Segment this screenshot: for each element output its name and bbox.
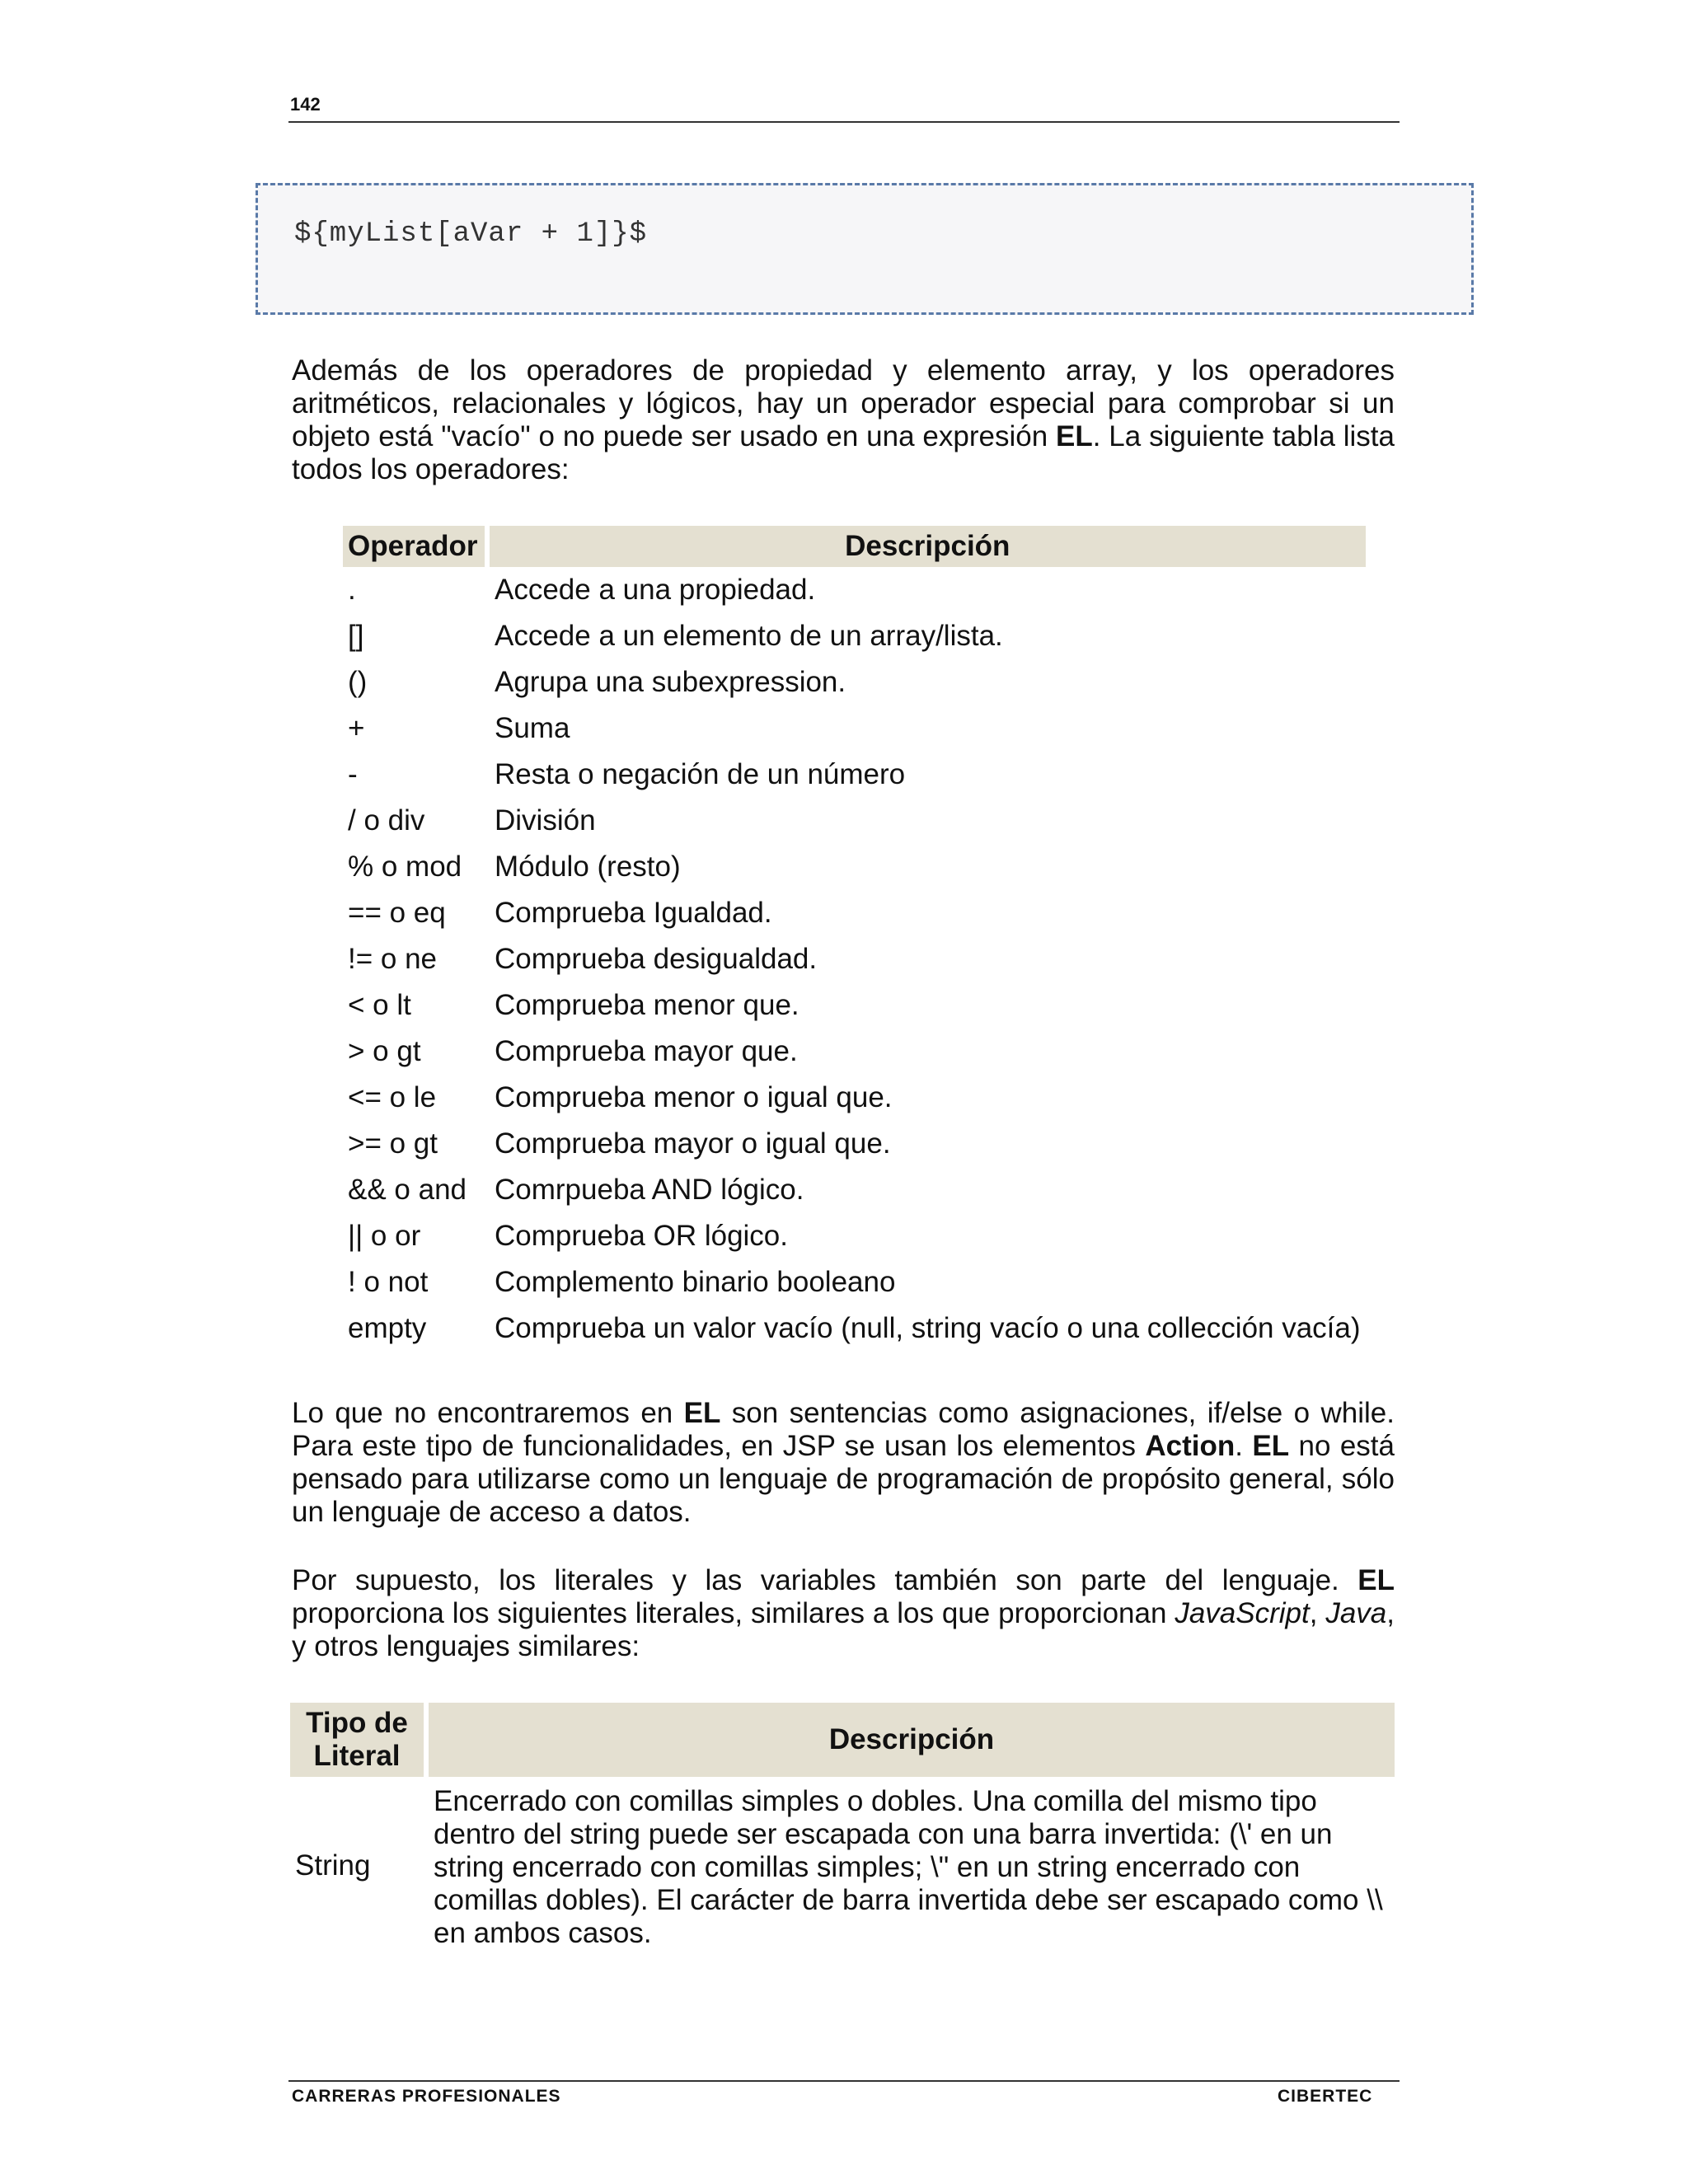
footer-rule xyxy=(288,2080,1400,2082)
table-row xyxy=(343,705,1366,752)
intro-paragraph xyxy=(292,354,1395,486)
operator-cell: () xyxy=(348,666,368,698)
table-row xyxy=(343,1167,1366,1213)
description-cell: Encerrado con comillas simples o dobles. Una comilla del mismo tipo dentro del string puede ser escapada con una barra invertida: (\' en un string encerrado con comillas simples; \" en un string encerrado con comillas dobles). El carácter de barra invertida debe ser escapado como \\ en ambos casos. xyxy=(434,1785,1383,1949)
description-cell: Complemento binario booleano xyxy=(495,1266,896,1298)
description-column-header: Descripción xyxy=(429,1703,1395,1777)
bold-term: EL xyxy=(683,1397,721,1429)
page-number: 142 xyxy=(290,94,321,115)
table-row xyxy=(343,1305,1366,1352)
operator-cell: <= o le xyxy=(348,1081,437,1113)
operator-cell: / o div xyxy=(348,804,425,837)
text-span: Además de los operadores de propiedad y elemento array, y los operadores aritméticos, relacionales y lógicos, hay un operador especial para comprobar si un objeto está "vacío" o no puede ser usado en una expresión xyxy=(292,354,1395,452)
code-line: ${myList[aVar + 1]}$ xyxy=(294,218,648,250)
operator-cell: - xyxy=(348,758,358,790)
operator-cell: [] xyxy=(348,620,364,652)
table-row xyxy=(343,1029,1366,1075)
table-row xyxy=(290,1777,1395,1955)
description-cell: Comprueba un valor vacío (null, string vacío o una collección vacía) xyxy=(495,1312,1361,1344)
description-cell: Accede a un elemento de un array/lista. xyxy=(495,620,1003,652)
bold-term: EL xyxy=(1357,1564,1395,1596)
description-cell: Módulo (resto) xyxy=(495,851,681,883)
table-header-row xyxy=(343,526,1366,567)
description-column-header: Descripción xyxy=(490,526,1366,567)
header-line: Literal xyxy=(313,1740,401,1772)
description-cell: Accede a una propiedad. xyxy=(495,574,816,606)
operator-cell: > o gt xyxy=(348,1035,421,1067)
bold-term: EL xyxy=(1252,1430,1290,1462)
table-row xyxy=(343,613,1366,659)
operator-cell: ! o not xyxy=(348,1266,429,1298)
operator-cell: == o eq xyxy=(348,897,446,929)
text-span: no está pensado para utilizarse como un lenguaje de programación de propósito general, sólo un lenguaje de acceso a datos. xyxy=(292,1430,1395,1528)
description-cell: División xyxy=(495,804,596,837)
table-row xyxy=(343,752,1366,798)
text-span: . xyxy=(1235,1430,1253,1462)
operator-cell: % o mod xyxy=(348,851,462,883)
italic-term: Java xyxy=(1325,1597,1387,1629)
footer-left-label: CARRERAS PROFESIONALES xyxy=(292,2087,561,2106)
el-limitations-paragraph xyxy=(292,1397,1395,1529)
literals-intro-paragraph xyxy=(292,1564,1395,1663)
operator-cell: >= o gt xyxy=(348,1127,438,1160)
table-row xyxy=(343,1259,1366,1305)
italic-term: JavaScript xyxy=(1175,1597,1310,1629)
operator-cell: && o and xyxy=(348,1174,467,1206)
footer-right-label: CIBERTEC xyxy=(1278,2087,1373,2106)
operator-column-header: Operador xyxy=(343,526,485,567)
description-cell: Comprueba menor o igual que. xyxy=(495,1081,893,1113)
text-span: , y otros lenguajes similares: xyxy=(292,1597,1395,1662)
table-row xyxy=(343,936,1366,982)
table-row xyxy=(343,890,1366,936)
text-span: Lo que no encontraremos en xyxy=(292,1397,684,1429)
description-cell: Agrupa una subexpression. xyxy=(495,666,846,698)
text-span: son sentencias como asignaciones, if/else o while. Para este tipo de funcionalidades, en JSP se usan los elementos xyxy=(292,1397,1395,1462)
description-cell: Comprueba mayor que. xyxy=(495,1035,798,1067)
description-cell: Comprueba mayor o igual que. xyxy=(495,1127,891,1160)
bold-term: Action xyxy=(1145,1430,1236,1462)
literal-type-column-header xyxy=(290,1703,424,1777)
description-cell: Comprueba Igualdad. xyxy=(495,897,772,929)
description-cell: Comprueba OR lógico. xyxy=(495,1220,788,1252)
text-span: . La siguiente tabla lista todos los operadores: xyxy=(292,420,1395,485)
text-span: , xyxy=(1309,1597,1326,1629)
description-cell: Resta o negación de un número xyxy=(495,758,906,790)
text-span: Por supuesto, los literales y las variables también son parte del lenguaje. xyxy=(292,1564,1358,1596)
table-row xyxy=(343,798,1366,844)
table-row xyxy=(343,982,1366,1029)
description-cell: Suma xyxy=(495,712,570,744)
operators-table xyxy=(338,526,1371,1352)
description-cell: Comprueba menor que. xyxy=(495,989,799,1021)
header-rule xyxy=(288,121,1400,123)
operator-cell: + xyxy=(348,712,365,744)
literals-table xyxy=(285,1703,1400,1955)
literal-type-cell: String xyxy=(295,1849,371,1882)
header-line: Tipo de xyxy=(306,1707,408,1739)
operator-cell: empty xyxy=(348,1312,427,1344)
text-span: proporciona los siguientes literales, similares a los que proporcionan xyxy=(292,1597,1175,1629)
table-row xyxy=(343,659,1366,705)
operator-cell: || o or xyxy=(348,1220,421,1252)
table-row xyxy=(343,1121,1366,1167)
operator-cell: . xyxy=(348,574,356,606)
table-row xyxy=(343,1213,1366,1259)
description-cell: Comrpueba AND lógico. xyxy=(495,1174,804,1206)
bold-term: EL xyxy=(1056,420,1093,452)
table-row xyxy=(343,567,1366,613)
description-cell: Comprueba desigualdad. xyxy=(495,943,818,975)
table-header-row xyxy=(290,1703,1395,1777)
table-row xyxy=(343,1075,1366,1121)
table-row xyxy=(343,844,1366,890)
code-block xyxy=(256,183,1474,315)
operator-cell: != o ne xyxy=(348,943,438,975)
operator-cell: < o lt xyxy=(348,989,411,1021)
